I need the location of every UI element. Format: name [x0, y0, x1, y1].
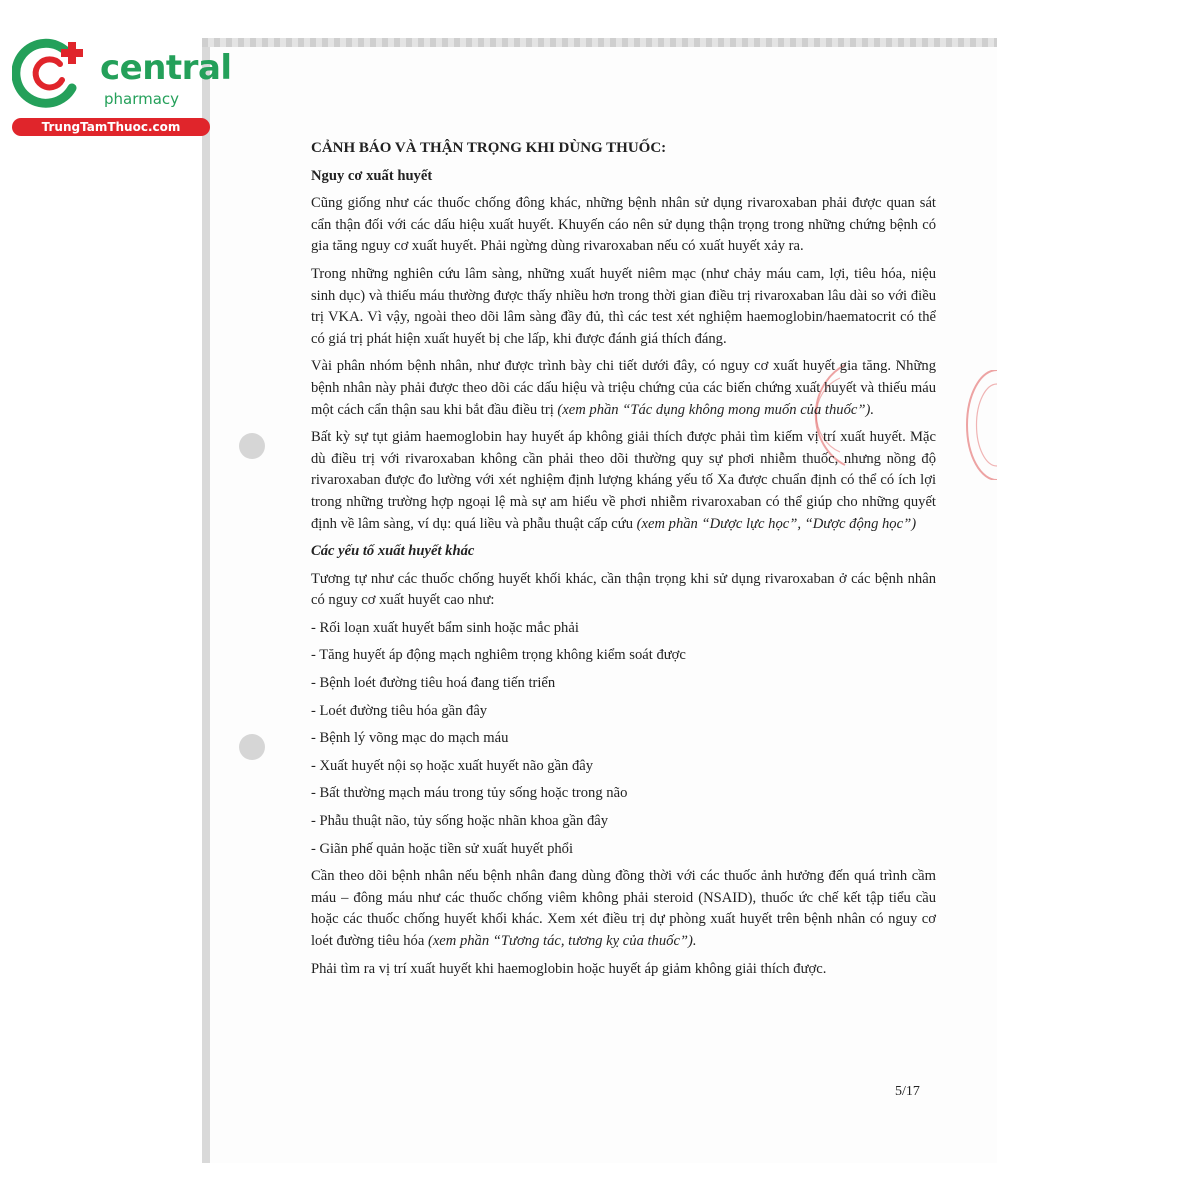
- list-item: - Tăng huyết áp động mạch nghiêm trọng không kiểm soát được: [311, 647, 686, 664]
- stamp-mark: [965, 370, 997, 480]
- paragraph-text: Bất kỳ sự tụt giảm haemoglobin hay huyết áp không giải thích được phải tìm kiếm vị trí xuất huyết. Mặc dù điều trị với rivaroxaban không cần phải theo dõi thường quy sự phơi nhiễm thuốc, nhưng nồng độ rivaroxaban được đo lường với xét nghiệm định lượng kháng yếu tố Xa được chuẩn định có thể có ích lợi trong những trường hợp ngoại lệ mà sự am hiểu về phơi nhiễm rivaroxaban có thể giúp cho những quyết định về lâm sàng, ví dụ: quá liều và phẫu thuật cấp cứu: [311, 429, 936, 532]
- list-item: - Rối loạn xuất huyết bẩm sinh hoặc mắc phải: [311, 619, 579, 636]
- cross-reference: (xem phần “Tương tác, tương kỵ của thuốc”).: [427, 933, 697, 949]
- central-pharmacy-logo: [12, 38, 232, 138]
- cross-reference: (xem phần “Tác dụng không mong muốn của thuốc”).: [557, 401, 874, 418]
- punch-hole: [239, 734, 265, 760]
- paragraph: Cũng giống như các thuốc chống đông khác, những bệnh nhân sử dụng rivaroxaban phải được quan sát cẩn thận đối với các dấu hiệu xuất huyết. Khuyến cáo nên sử dụng thận trọng trong những chứng bệnh có gia tăng nguy cơ xuất huyết. Phải ngừng dùng rivaroxaban nếu có xuất huyết xảy ra.: [311, 195, 936, 255]
- brand-url: TrungTamThuoc.com: [12, 118, 210, 136]
- list-item: - Bệnh lý võng mạc do mạch máu: [311, 730, 509, 747]
- list-item: - Bệnh loét đường tiêu hoá đang tiến triển: [311, 675, 556, 692]
- cross-reference: (xem phần “Dược lực học”, “Dược động học”): [636, 515, 917, 532]
- list-item: - Loét đường tiêu hóa gần đây: [311, 702, 488, 719]
- paragraph: Phải tìm ra vị trí xuất huyết khi haemoglobin hoặc huyết áp giảm không giải thích được.: [311, 960, 827, 977]
- brand-name: central: [100, 48, 232, 88]
- page-number: 5/17: [895, 1084, 920, 1099]
- subheading-bleeding-risk: Nguy cơ xuất huyết: [311, 167, 433, 184]
- paragraph: [311, 866, 936, 952]
- list-item: - Bất thường mạch máu trong tủy sống hoặc trong não: [311, 785, 628, 802]
- paragraph: Tương tự như các thuốc chống huyết khối khác, cần thận trọng khi sử dụng rivaroxaban ở các bệnh nhân có nguy cơ xuất huyết cao như:: [311, 570, 936, 609]
- section-heading: CẢNH BÁO VÀ THẬN TRỌNG KHI DÙNG THUỐC:: [311, 140, 667, 156]
- paragraph: [311, 356, 936, 421]
- pharmacy-cross-icon: [12, 38, 92, 110]
- paragraph-text: Vài phân nhóm bệnh nhân, như được trình bày chi tiết dưới đây, có nguy cơ xuất huyết gia tăng. Những bệnh nhân này phải được theo dõi các dấu hiệu và triệu chứng của các biến chứng xuất huyết và thiếu máu một cách cẩn thận sau khi bắt đầu điều trị: [311, 358, 936, 418]
- paragraph: [311, 427, 936, 535]
- brand-subtitle: pharmacy: [104, 90, 180, 108]
- list-item: - Xuất huyết nội sọ hoặc xuất huyết não gần đây: [311, 757, 594, 774]
- paragraph-text: Cần theo dõi bệnh nhân nếu bệnh nhân đang dùng đồng thời với các thuốc ảnh hưởng đến quá trình cầm máu – đông máu như các thuốc chống viêm không phải steroid (NSAID), thuốc ức chế kết tập tiểu cầu hoặc các thuốc chống huyết khối khác. Xem xét điều trị dự phòng xuất huyết trên bệnh nhân có nguy cơ loét đường tiêu hóa: [311, 868, 936, 949]
- punch-hole: [239, 433, 265, 459]
- page-top-edge: [202, 38, 997, 47]
- subheading-other-factors: Các yếu tố xuất huyết khác: [311, 543, 475, 560]
- list-item: - Phẫu thuật não, tủy sống hoặc nhãn khoa gần đây: [311, 813, 609, 830]
- document-body: [311, 138, 936, 986]
- paragraph: Trong những nghiên cứu lâm sàng, những xuất huyết niêm mạc (như chảy máu cam, lợi, tiêu hóa, niệu sinh dục) và thiếu máu thường được thấy nhiều hơn trong thời gian điều trị rivaroxaban lâu dài so với điều trị VKA. Vì vậy, ngoài theo dõi lâm sàng đầy đủ, thì các test xét nghiệm haemoglobin/haematocrit có thể có giá trị phát hiện xuất huyết bị che lấp, khi được đánh giá thích đáng.: [311, 265, 936, 347]
- list-item: - Giãn phế quản hoặc tiền sử xuất huyết phổi: [311, 840, 574, 857]
